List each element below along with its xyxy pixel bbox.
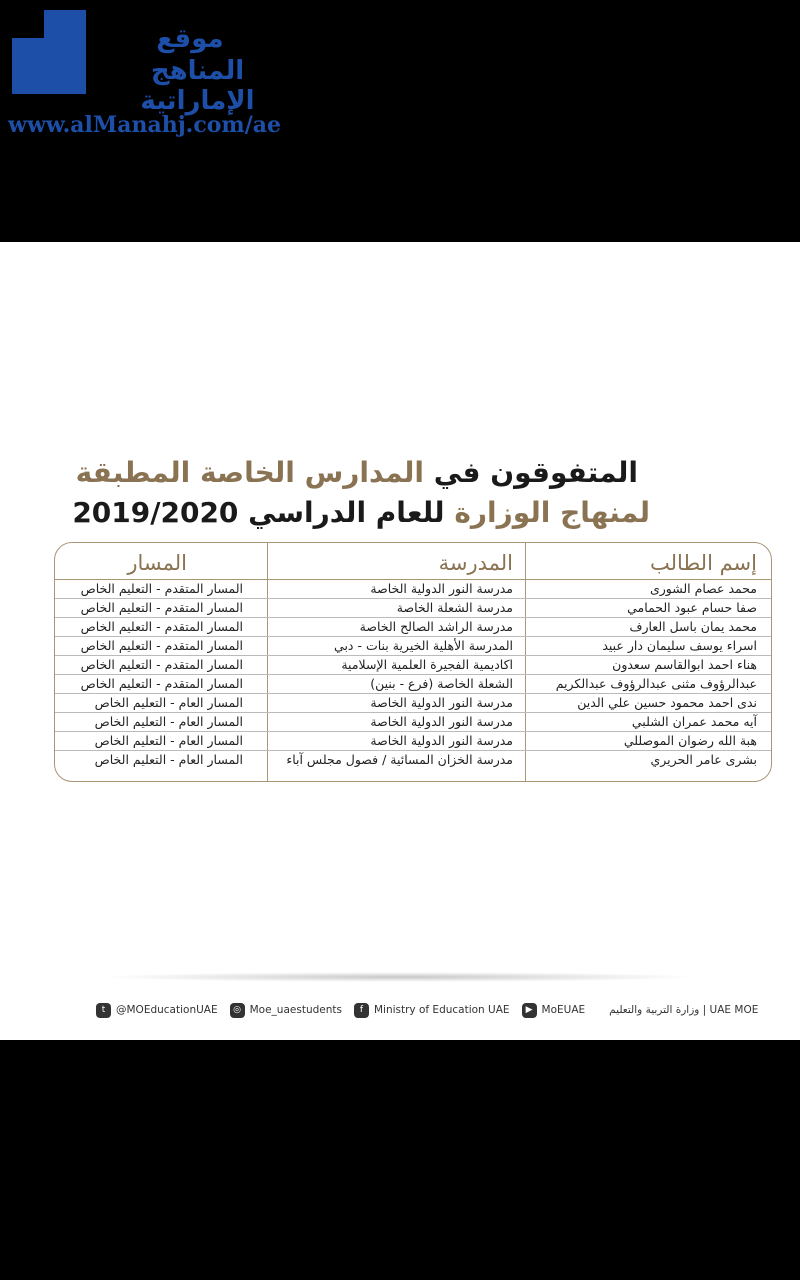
- title-line1-dark: المتفوقون في: [433, 456, 638, 489]
- title-line1-gold: المدارس الخاصة المطبقة: [75, 456, 425, 489]
- cell-school: مدرسة النور الدولية الخاصة: [370, 581, 513, 596]
- site-url[interactable]: www.alManahj.com/ae: [8, 112, 281, 138]
- logo-line1: موقع: [156, 24, 224, 54]
- cell-student: هبة الله رضوان الموصللي: [623, 733, 757, 748]
- bottom-black-area: [0, 1040, 800, 1280]
- cell-school: مدرسة الخزان المسائية / فصول مجلس آباء: [286, 752, 513, 767]
- cell-school: مدرسة النور الدولية الخاصة: [370, 733, 513, 748]
- footer-instagram-label: Moe_uaestudents: [249, 1004, 342, 1016]
- title-line2-dark: للعام الدراسي 2019/2020: [72, 496, 445, 529]
- cell-student: بشرى عامر الحريري: [650, 752, 757, 767]
- footer-instagram[interactable]: [230, 1003, 342, 1018]
- footer-twitter[interactable]: [96, 1003, 218, 1018]
- header-student: إسم الطالب: [650, 551, 757, 575]
- cell-student: عبدالرؤوف مثنى عبدالرؤوف عبدالكريم: [555, 676, 757, 691]
- cell-track: المسار العام - التعليم الخاص: [94, 752, 243, 767]
- logo-square-top: [44, 10, 86, 38]
- logo-line2: المناهج الإماراتية: [140, 56, 255, 116]
- header-track: المسار: [127, 551, 187, 575]
- cell-track: المسار العام - التعليم الخاص: [94, 714, 243, 729]
- title-line2-gold: لمنهاج الوزارة: [454, 496, 650, 529]
- footer-youtube[interactable]: [522, 1003, 586, 1018]
- document-page: [0, 242, 800, 1040]
- cell-student: محمد عصام الشورى: [649, 581, 757, 596]
- footer-twitter-label: @MOEducationUAE: [116, 1004, 218, 1016]
- logo-square-left: [12, 10, 40, 38]
- cell-track: المسار المتقدم - التعليم الخاص: [80, 638, 243, 653]
- title-line1: [76, 456, 638, 489]
- cell-track: المسار المتقدم - التعليم الخاص: [80, 676, 243, 691]
- footer-youtube-label: MoEUAE: [541, 1004, 586, 1016]
- header-school: المدرسة: [438, 551, 513, 575]
- cell-school: اكاديمية الفجيرة العلمية الإسلامية: [341, 657, 513, 672]
- cell-student: ندى احمد محمود حسين علي الدين: [577, 695, 757, 710]
- cell-school: مدرسة النور الدولية الخاصة: [370, 714, 513, 729]
- youtube-icon: ▶: [522, 1003, 537, 1018]
- cell-track: المسار المتقدم - التعليم الخاص: [80, 581, 243, 596]
- cell-student: صفا حسام عبود الحمامي: [627, 600, 757, 615]
- footer-divider: [100, 972, 700, 982]
- footer-facebook-label: Ministry of Education UAE: [373, 1004, 510, 1016]
- cell-track: المسار المتقدم - التعليم الخاص: [80, 619, 243, 634]
- cell-school: المدرسة الأهلية الخيرية بنات - دبي: [334, 638, 513, 653]
- cell-school: مدرسة الشعلة الخاصة: [396, 600, 513, 615]
- cell-student: آيه محمد عمران الشلبي: [631, 714, 757, 729]
- title-line2: [72, 496, 650, 529]
- cell-student: محمد يمان باسل العارف: [629, 619, 757, 634]
- cell-track: المسار العام - التعليم الخاص: [94, 695, 243, 710]
- logo-square-main: [12, 38, 86, 94]
- footer-ministry: [609, 1004, 758, 1016]
- site-header: [0, 0, 800, 242]
- cell-student: اسراء يوسف سليمان دار عبيد: [602, 638, 757, 653]
- cell-school: مدرسة النور الدولية الخاصة: [370, 695, 513, 710]
- cell-track: المسار العام - التعليم الخاص: [94, 733, 243, 748]
- footer-ministry-label: وزارة التربية والتعليم | UAE MOE: [609, 1004, 759, 1016]
- facebook-icon: f: [354, 1003, 369, 1018]
- cell-school: مدرسة الراشد الصالح الخاصة: [359, 619, 513, 634]
- cell-student: هناء احمد ابوالقاسم سعدون: [612, 657, 757, 672]
- cell-track: المسار المتقدم - التعليم الخاص: [80, 600, 243, 615]
- twitter-icon: t: [96, 1003, 111, 1018]
- cell-school: الشعلة الخاصة (فرع - بنين): [370, 676, 513, 691]
- cell-track: المسار المتقدم - التعليم الخاص: [80, 657, 243, 672]
- honor-roll-table: [54, 542, 772, 782]
- footer-facebook[interactable]: [354, 1003, 510, 1018]
- instagram-icon: ◎: [230, 1003, 245, 1018]
- footer-bar: [96, 999, 770, 1021]
